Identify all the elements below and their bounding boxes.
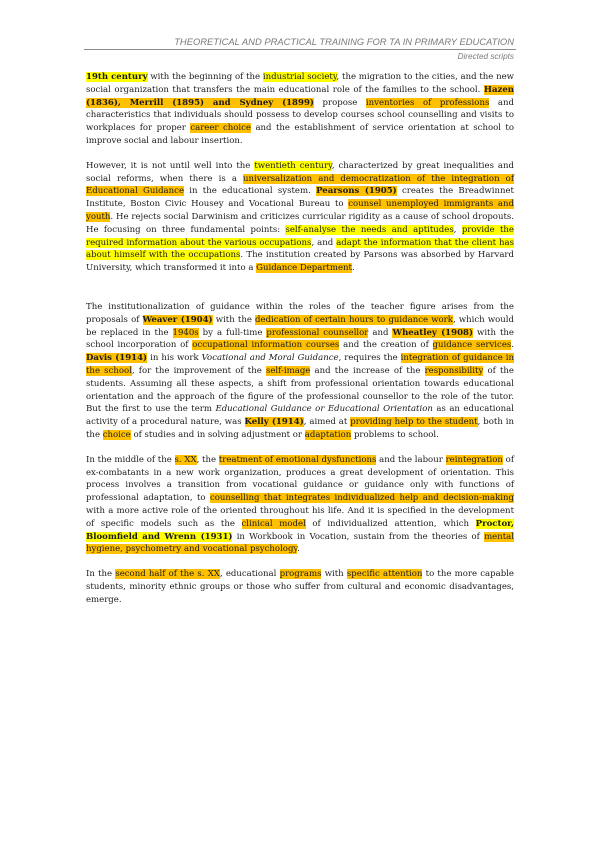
text-run: of the students. Assuming all these aspects, a shift from professional orientation towards educational orientation and the approach of the figure of the professional counsellor to the role of the tutor. But the first to use the term <box>86 365 514 415</box>
highlighted-text: career choice <box>190 123 251 134</box>
text-run: In the middle of the <box>86 454 175 465</box>
highlighted-text: adapt the information that the client has about himself with the occupations <box>86 237 514 261</box>
text-run: by a full-time <box>198 327 267 338</box>
text-run: . He rejects social Darwinism and criticizes curricular rigidity as a cause of school dropouts. He focusing on three fundamental points: <box>86 211 514 235</box>
text-run: Vocational and Moral Guidance <box>201 353 339 364</box>
highlighted-text: second half of the s. XX <box>115 569 220 580</box>
text-run: , both in the <box>86 417 514 440</box>
text-run: with <box>321 569 347 580</box>
text-run: and the establishment of service orientation at school to improve social and labour insertion. <box>86 123 515 146</box>
text-run: , educational <box>219 569 280 580</box>
header-subtitle: Directed scripts <box>457 52 514 61</box>
highlighted-text: responsibility <box>424 365 484 376</box>
text-run: and characteristics that individuals should possess to develop courses school counselling and visits to workplaces for proper <box>86 97 515 134</box>
text-run: , characterized by great inequalities and social reforms, when there is a <box>86 160 515 184</box>
text-run: , requires the <box>338 353 401 364</box>
text-run: in Workbook in Vocation, sustain from the theories of <box>232 531 485 542</box>
text-run: In the <box>86 569 116 580</box>
text-run: and <box>368 327 393 338</box>
highlighted-text: guidance services <box>432 340 512 351</box>
highlighted-text: Pearsons (1905) <box>316 186 397 197</box>
highlighted-text: counsel unemployed immigrants and youth <box>86 199 514 222</box>
highlighted-text: Kelly (1914) <box>244 417 304 428</box>
text-run: in the educational system. <box>184 186 317 197</box>
highlighted-text: occupational information courses <box>192 340 340 351</box>
highlighted-text: self-image <box>265 365 311 376</box>
text-run: , aimed at <box>303 417 351 428</box>
highlighted-text: 1940s <box>172 327 199 338</box>
text-run: with the <box>212 314 256 325</box>
highlighted-text: industrial society <box>262 72 337 82</box>
paragraph-gap <box>86 148 514 160</box>
highlighted-text: Wheatley (1908) <box>392 327 474 338</box>
highlighted-text: integration of guidance in the school <box>86 353 515 376</box>
text-run: of ex-combatants in a new work organization, produces a great development of orientation. This process involves a transition from vocational guidance or guidance only with functions of professional adaptation, to <box>86 454 514 504</box>
text-run: However, it is not until well into the <box>86 160 255 171</box>
highlighted-text: specific attention <box>346 569 423 580</box>
paragraph-gap <box>86 442 514 454</box>
text-run: and the increase of the <box>310 365 425 376</box>
text-run: . The institution created by Parsons was absorbed by Harvard University, which transformed it into a <box>86 250 514 274</box>
highlighted-text: providing help to the student <box>350 417 478 428</box>
highlighted-text: professional counsellor <box>266 327 369 338</box>
highlighted-text: Proctor, Bloomfield and Wrenn (1931) <box>86 518 514 542</box>
text-run: , the migration to the cities, and the new social organization that transfers the main educational role of the families to the school. <box>86 72 514 95</box>
text-run: to the more capable students, minority ethnic groups or those who suffer from cultural and economic disadvantages, emerge. <box>86 569 514 605</box>
highlighted-text: counselling that integrates individualized help and decision-making <box>209 493 514 504</box>
highlighted-text: mental hygiene, psychometry and vocational psychology <box>86 531 514 555</box>
paragraph-gap <box>86 556 514 568</box>
paragraph-second-half-s-xx <box>86 568 514 606</box>
text-run: , and <box>311 237 337 248</box>
text-run: as an educational activity of a procedural nature, was <box>86 404 514 428</box>
highlighted-text: Davis (1914) <box>86 353 148 364</box>
text-run: with the beginning of the <box>147 72 263 82</box>
text-run: with a more active role of the oriented throughout his life. And it is specified in the development of specific models such as the <box>86 505 514 529</box>
highlighted-text: dedication of certain hours to guidance work <box>255 314 453 325</box>
highlighted-text: Weaver (1904) <box>142 314 213 325</box>
paragraph-institutionalization <box>86 301 514 442</box>
paragraph-twentieth-century <box>86 160 514 275</box>
header-title: THEORETICAL AND PRACTICAL TRAINING FOR TA IN PRIMARY EDUCATION <box>174 36 514 47</box>
text-run: creates the Breadwinnet Institute, Boston Civic Housey and Vocational Bureau to <box>86 186 514 210</box>
text-run: , the <box>196 454 219 465</box>
text-run: , which would be replaced in the <box>86 314 514 338</box>
text-run: and the creation of <box>339 340 433 351</box>
text-run: The institutionalization of guidance within the roles of the teacher figure arises from the proposals of <box>86 301 514 325</box>
highlighted-text: inventories of professions <box>365 97 490 108</box>
highlighted-text: provide the required information about the various occupations <box>86 224 514 248</box>
highlighted-text: Guidance Department <box>256 263 352 274</box>
highlighted-text: universalization and democratization of the integration of Educational Guidance <box>86 173 514 197</box>
highlighted-text: adaptation <box>304 429 352 440</box>
text-run: . <box>351 263 355 274</box>
highlighted-text: twentieth century <box>254 160 332 171</box>
highlighted-text: clinical model <box>241 518 306 529</box>
highlighted-text: programs <box>279 569 322 580</box>
paragraph-gap <box>86 275 514 301</box>
text-run: with the school incorporation of <box>86 327 514 351</box>
text-run: in his work <box>147 353 202 364</box>
text-run: . <box>511 340 514 351</box>
header-divider <box>84 49 516 50</box>
text-run: of studies and in solving adjustment or <box>130 429 305 440</box>
document-body <box>86 71 514 606</box>
text-run: and the labour <box>376 454 446 465</box>
text-run: propose <box>313 97 366 108</box>
highlighted-text: choice <box>102 429 131 440</box>
paragraph-middle-s-xx <box>86 454 514 556</box>
highlighted-text: treatment of emotional dysfunctions <box>218 454 377 465</box>
highlighted-text: 19th century <box>86 72 148 82</box>
text-run: problems to school. <box>351 429 439 440</box>
highlighted-text: reintegration <box>445 454 503 465</box>
text-run: , <box>453 224 462 235</box>
paragraph-19th-century <box>86 71 514 148</box>
text-run: of individualized attention, which <box>305 518 476 529</box>
text-run: . <box>297 544 300 555</box>
text-run: , for the improvement of the <box>131 365 266 376</box>
highlighted-text: self-analyse the needs and aptitudes <box>285 224 454 235</box>
text-run: Educational Guidance or Educational Orientation <box>215 404 433 415</box>
highlighted-text: Hazen (1836), Merrill (1895) and Sydney (1899) <box>86 84 514 108</box>
highlighted-text: s. XX <box>174 454 197 465</box>
